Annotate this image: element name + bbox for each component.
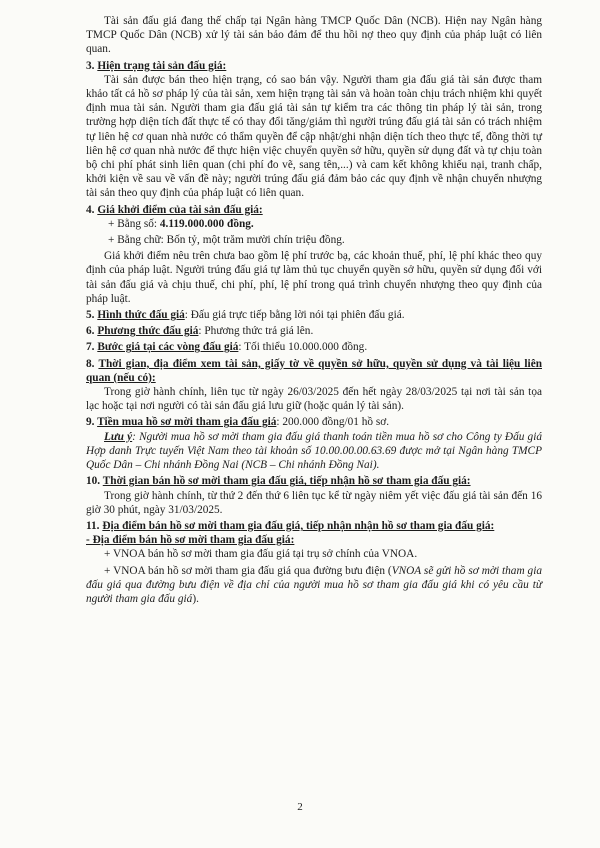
starting-price-words: + Bằng chữ: Bốn tỷ, một trăm mười chín triệu đồng. <box>108 234 345 247</box>
section-7-line <box>86 340 542 354</box>
section-5-value: : Đấu giá trực tiếp bằng lời nói tại phiên đấu giá. <box>184 309 405 322</box>
section-10-number: 10. <box>86 475 101 488</box>
starting-price-number-label: + Bằng số: <box>108 217 160 230</box>
starting-price-number <box>86 217 542 231</box>
section-11-item-2-italic: VNOA sẽ gửi hồ sơ mời tham gia đấu giá qua đường bưu điện về địa chỉ của người mua hồ sơ tham gia đấu giá khi có yêu cầu từ người tham gia đấu giá <box>86 564 542 605</box>
section-6-value: : Phương thức trả giá lên. <box>198 325 314 338</box>
section-11-item-2-text: + VNOA bán hồ sơ mời tham gia đấu giá qua đường bưu điện ( <box>104 564 392 577</box>
section-7-number: 7. <box>86 341 95 354</box>
section-11-title: Địa điểm bán hồ sơ mời tham gia đấu giá, tiếp nhận nhận hồ sơ tham gia đấu giá: <box>102 519 495 532</box>
section-3-number: 3. <box>86 59 95 72</box>
section-10-body: Trong giờ hành chính, từ thứ 2 đến thứ 6 liên tục kể từ ngày niêm yết việc đấu giá tài sản đến 16 giờ 30 phút, ngày 31/03/2025. <box>86 489 542 516</box>
section-11-subheading <box>86 533 542 547</box>
section-7-value: : Tối thiểu 10.000.000 đồng. <box>238 341 368 354</box>
section-5-line <box>86 308 542 322</box>
section-4-title: Giá khởi điểm của tài sản đấu giá: <box>97 203 263 216</box>
section-9-note-text: : Người mua hồ sơ mời tham gia đấu giá thanh toán tiền mua hồ sơ cho Công ty Đấu giá Hợp danh Trực tuyến Việt Nam theo tài khoản số 10.00.00.00.63.69 được mở tại Ngân hàng TMCP Quốc Dân – Chi nhánh Đồng Nai (NCB – Chi nhánh Đồng Nai). <box>86 430 542 472</box>
section-3-title: Hiện trạng tài sản đấu giá: <box>97 59 227 72</box>
section-8-heading <box>86 357 542 385</box>
section-9-number: 9. <box>86 416 95 429</box>
page-number: 2 <box>297 801 303 813</box>
section-11-item-2 <box>86 564 542 607</box>
intro-paragraph: Tài sản đấu giá đang thế chấp tại Ngân hàng TMCP Quốc Dân (NCB). Hiện nay Ngân hàng TMCP Quốc Dân (NCB) xử lý tài sản bảo đảm để thu hồi nợ theo quy định của pháp luật có liên quan. <box>86 15 542 56</box>
section-11-sub: - Địa điểm bán hồ sơ mời tham gia đấu giá: <box>86 534 295 547</box>
section-8-number: 8. <box>86 357 95 370</box>
section-7-title: Bước giá tại các vòng đấu giá <box>97 341 239 354</box>
section-6-number: 6. <box>86 325 95 338</box>
section-4-body: Giá khởi điểm nêu trên chưa bao gồm lệ phí trước bạ, các khoản thuế, phí, lệ phí khác theo quy định của pháp luật. Người trúng đấu giá tự làm thủ tục chuyển quyền sở hữu, quyền sử dụng đối với tài sản đấu giá và chịu thuế, chi phí, phí, lệ phí trong quá trình chuyển nhượng theo quy định của pháp luật. <box>86 250 542 305</box>
section-4-heading <box>86 203 542 217</box>
section-11-item-1: + VNOA bán hồ sơ mời tham gia đấu giá tại trụ sở chính của VNOA. <box>104 548 418 561</box>
section-11-heading <box>86 519 542 533</box>
starting-price-number-value: 4.119.000.000 đồng. <box>159 217 254 230</box>
section-8-title: Thời gian, địa điểm xem tài sản, giấy tờ về quyền sở hữu, quyền sử dụng và tài liệu liên quan (nếu có): <box>86 357 542 384</box>
section-9-title: Tiền mua hồ sơ mời tham gia đấu giá <box>97 416 277 429</box>
section-9-value: : 200.000 đồng/01 hồ sơ. <box>276 416 390 429</box>
section-9-line <box>86 415 542 429</box>
section-3-heading <box>86 59 542 73</box>
section-3-body: Tài sản được bán theo hiện trạng, có sao bán vậy. Người tham gia đấu giá tài sản được tham khảo tất cả hồ sơ pháp lý của tài sản, xem hiện trạng tài sản và hoàn toàn chịu trách nhiệm khi quyết định mua tài sản. Người tham gia đấu giá tài sản tự kiểm tra các thông tin pháp lý tài sản, trong trường hợp diện tích đất thực tế có thay đổi tăng/giảm thì người trúng đấu giá tài sản có trách nhiệm tự liên hệ cơ quan nhà nước có thẩm quyền để cập nhật/ghi nhận diện tích theo thực tế, đồng thời tự liên hệ cơ quan nhà nước để thực hiện việc chuyển quyền sở hữu, quyền sử dụng đất và tự chịu toàn bộ chi phí phát sinh liên quan (chi phí đo vẽ, sang tên,...) và cam kết không khiếu nại, tranh chấp, khởi kiện về sau về vấn đề này; người trúng đấu giá đảm bảo các quy định về nhận chuyển nhượng tài sản theo quy định của pháp luật có liên quan. <box>86 73 542 200</box>
section-11-item-2-end: ). <box>192 592 199 605</box>
section-6-line <box>86 324 542 338</box>
section-10-title: Thời gian bán hồ sơ mời tham gia đấu giá, tiếp nhận hồ sơ tham gia đấu giá: <box>102 475 471 488</box>
section-5-title: Hình thức đấu giá <box>97 309 185 322</box>
section-11-number: 11. <box>86 519 100 532</box>
section-5-number: 5. <box>86 309 95 322</box>
section-9-note <box>86 430 542 473</box>
section-8-body: Trong giờ hành chính, liên tục từ ngày 26/03/2025 đến hết ngày 28/03/2025 tại nơi tài sản tọa lạc hoặc tại nơi người có tài sản đấu giá lưu giữ (hoặc quản lý tài sản). <box>86 386 542 413</box>
section-4-number: 4. <box>86 203 95 216</box>
section-9-note-label: Lưu ý <box>104 430 133 443</box>
section-6-title: Phương thức đấu giá <box>97 325 199 338</box>
section-10-heading <box>86 474 542 488</box>
